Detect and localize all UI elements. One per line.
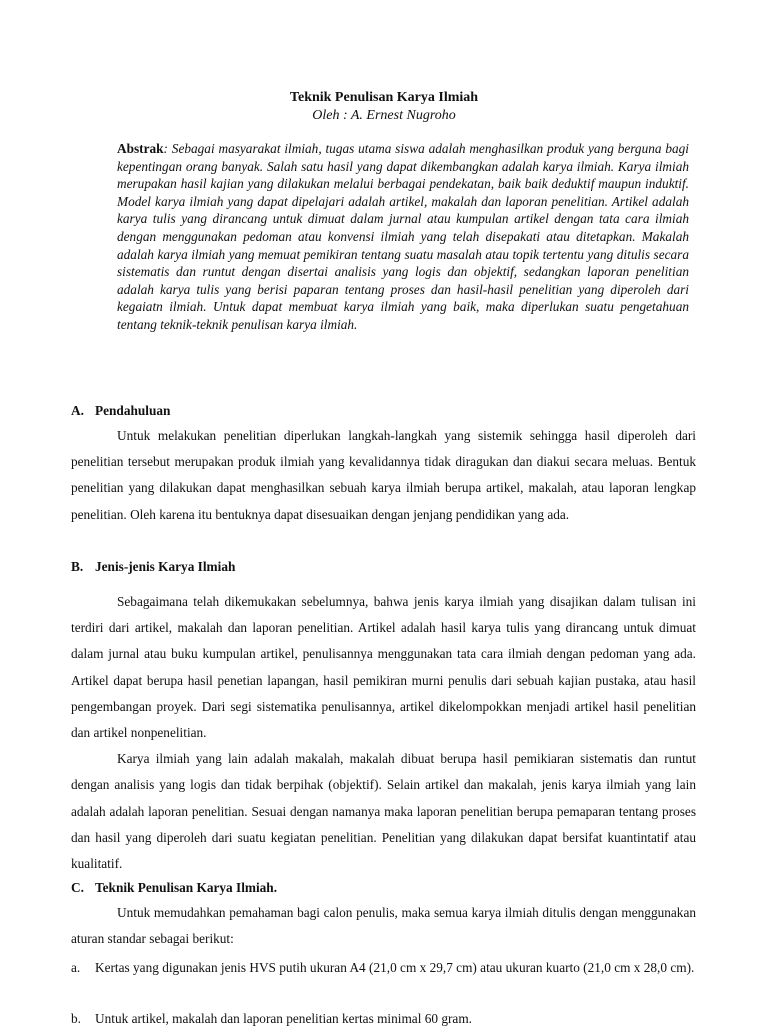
list-item (71, 1006, 696, 1032)
section-a-number: A. (71, 403, 84, 418)
section-b-title: Jenis-jenis Karya Ilmiah (95, 559, 236, 574)
abstract-text: : Sebagai masyarakat ilmiah, tugas utama siswa adalah menghasilkan produk yang berguna bagi kepentingan orang banyak. Salah satu hasil yang dapat dikembangkan adalah karya ilmiah. Karya ilmiah merupakan hasil kajian yang dilakukan melalui berbagai pendekatan, baik baik deduktif maupun induktif. Model karya ilmiah yang dapat dipelajari adalah artikel, makalah dan laporan penelitian. Artikel adalah karya tulis yang dirancang untuk dimuat dalam jurnal atau kumpulan artikel dengan tata cara ilmiah dengan menggunakan pedoman atau konvensi ilmiah yang telah disepakati atau ditetapkan. Makalah adalah karya ilmiah yang memuat pemikiran tentang suatu masalah atau topik tertentu yang ditulis secara sistematis dan runtut dengan disertai analisis yang logis dan objektif, sedangkan laporan penelitian adalah karya tulis yang berisi paparan tentang proses dan hasil-hasil penelitian yang diperoleh dari kegaiatn ilmiah. Untuk dapat membuat karya ilmiah yang baik, maka diperlukan suatu pengetahuan tentang teknik-teknik penulisan karya ilmiah. (117, 141, 689, 332)
section-b-paragraph-1: Sebagaimana telah dikemukakan sebelumnya, bahwa jenis karya ilmiah yang disajikan dalam tulisan ini terdiri dari artikel, makalah dan laporan penelitian. Artikel adalah hasil karya tulis yang dirancang untuk dimuat dalam jurnal atau buku kumpulan artikel, penulisannya menggunakan tata cara ilmiah dengan pedoman yang ada. Artikel dapat berupa hasil penetian lapangan, hasil pemikiran murni penulis dari sebuah kajian pustaka, atau hasil pengembangan proyek. Dari segi sistematika penulisannya, artikel dikelompokkan menjadi artikel hasil penelitian dan artikel nonpenelitian. (71, 594, 696, 741)
abstract (117, 140, 689, 334)
list-item (71, 955, 696, 981)
section-b-body (71, 589, 696, 877)
section-a-paragraph: Untuk melakukan penelitian diperlukan langkah-langkah yang sistemik sehingga hasil diperoleh dari penelitian tersebut merupakan produk ilmiah yang kevalidannya tidak diragukan dan diakui secara meluas. Bentuk penelitian yang dilakukan dapat menghasilkan sebuah karya ilmiah berupa artikel, makalah, atau laporan lengkap penelitian. Oleh karena itu bentuknya dapat disesuaikan dengan jenjang pendidikan yang ada. (71, 428, 696, 522)
section-b-number: B. (71, 559, 84, 574)
section-c-number: C. (71, 880, 84, 895)
section-c-title: Teknik Penulisan Karya Ilmiah. (95, 880, 278, 895)
section-a-title: Pendahuluan (95, 403, 171, 418)
section-a-body (71, 423, 696, 528)
list-item-text: Untuk artikel, makalah dan laporan penelitian kertas minimal 60 gram. (95, 1011, 472, 1026)
section-b-heading (71, 558, 235, 576)
section-b-paragraph-2: Karya ilmiah yang lain adalah makalah, makalah dibuat berupa hasil pemikiaran sistematis dan runtut dengan analisis yang logis dan tidak berpihak (objektif). Selain artikel dan makalah, jenis karya ilmiah yang lain adalah adalah laporan penelitian. Sesuai dengan namanya maka laporan penelitian berupa pemaparan tentang proses dan hasil yang diperoleh dari suatu kegiatan penelitian. Penelitian yang dilakukan dapat bersifat kuantintatif atau kualitatif. (71, 751, 696, 872)
list-item-marker: b. (71, 1011, 81, 1026)
document-title: Teknik Penulisan Karya Ilmiah (289, 90, 479, 105)
section-c-paragraph: Untuk memudahkan pemahaman bagi calon penulis, maka semua karya ilmiah ditulis dengan menggunakan aturan standar sebagai berikut: (71, 905, 696, 947)
section-c-heading (71, 879, 277, 897)
section-c-body (71, 900, 696, 952)
section-a-heading (71, 402, 170, 420)
abstract-label: Abstrak (117, 141, 164, 156)
list-item-text: Kertas yang digunakan jenis HVS putih ukuran A4 (21,0 cm x 29,7 cm) atau ukuran kuarto (21,0 cm x 28,0 cm). (95, 960, 695, 975)
document-author: Oleh : A. Ernest Nugroho (312, 108, 456, 123)
list-item-marker: a. (71, 960, 81, 975)
